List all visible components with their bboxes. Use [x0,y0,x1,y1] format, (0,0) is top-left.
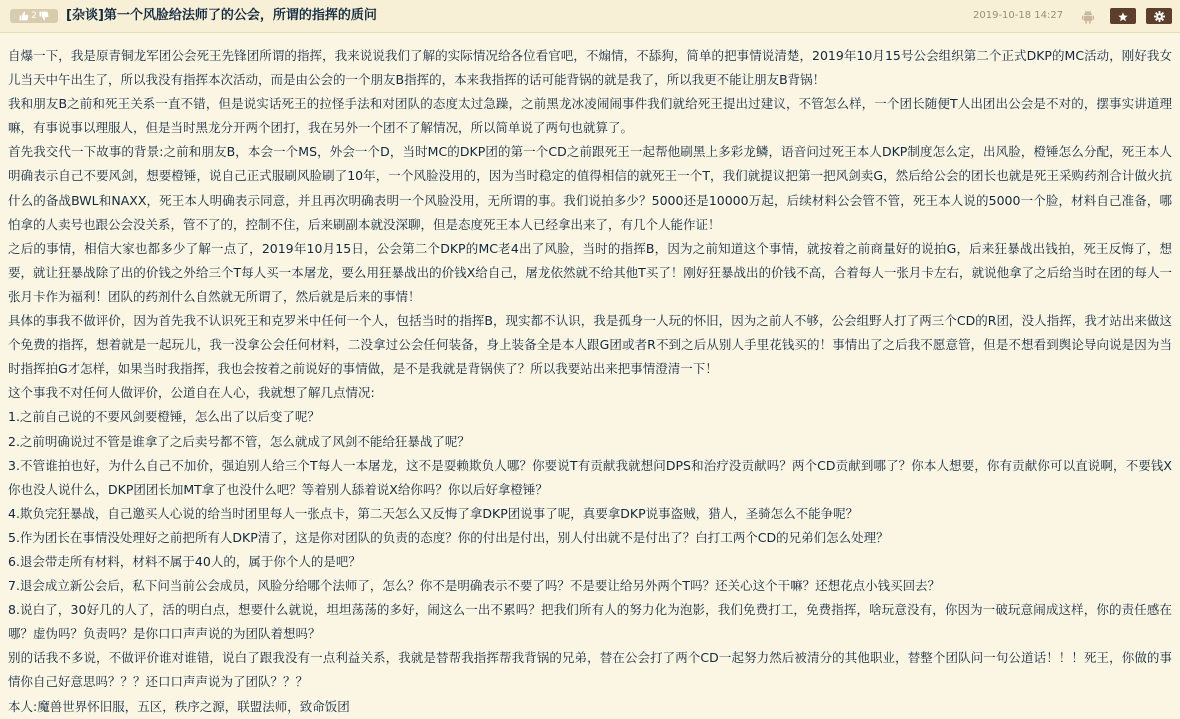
settings-button[interactable] [1146,8,1172,24]
thumbs-down-icon[interactable] [39,11,49,21]
vote-widget[interactable] [10,9,58,23]
gear-icon [1154,7,1165,26]
post-paragraph: 别的话我不多说，不做评价谁对谁错，说白了跟我没有一点利益关系，我就是替帮我指挥帮我背锅的兄弟，替在公会打了两个CD一起努力然后被清分的其他职业，替整个团队问一句公道话！！！死王，你做的事情你自己好意思吗？？？还口口声声说为了团队？？？ [8,650,1172,690]
vote-count: 2 [31,11,37,21]
post-title: [杂谈]第一个风脸给法师了的公会，所谓的指挥的质问 [66,8,377,23]
post-list-item: 6.退会带走所有材料，材料不属于40人的，属于你个人的是吧？ [8,553,361,569]
post-header [0,0,1180,33]
post-paragraph: 我和朋友B之前和死王关系一直不错，但是说实话死王的拉怪手法和对团队的态度太过急躁，之前黑龙冰凌闹闹事件我们就给死王提出过建议，不管怎么样，一个团长随便T人出团出公会是不对的，摆事实讲道理嘛，有事说事以理服人，但是当时黑龙分开两个团打，我在另外一个团不了解情况，所以简单说了两句也就算了。 [8,96,1172,136]
thumbs-up-icon[interactable] [19,11,29,21]
star-icon [1118,7,1128,26]
post-list-item: 5.作为团长在事情没处理好之前把所有人DKP清了，这是你对团队的负责的态度？你的付出是付出，别人付出就不是付出了？白打工两个CD的兄弟们怎么处理？ [8,529,889,545]
post-paragraph: 之后的事情，相信大家也都多少了解一点了，2019年10月15日，公会第二个DKP的MC老4出了风脸，当时的指挥B，因为之前知道这个事情，就按着之前商量好的说拍G，后来狂暴战出钱拍，死王反悔了，想要，就让狂暴战除了出的价钱之外给三个T每人买一本屠龙，要么用狂暴战出的价钱X给自己，屠龙依然就不给其他T买了！刚好狂暴战出的价钱不高，合着每人一张月卡左右，就说他拿了之后给当时在团的每人一张月卡作为福利！团队的药剂什么自然就无所谓了，然后就是后来的事情！ [8,240,1172,304]
post-paragraph: 具体的事我不做评价，因为首先我不认识死王和克罗米中任何一个人，包括当时的指挥B，现实都不认识，我是孤身一人玩的怀旧，因为之前人不够，公会组野人打了两三个CD的R团，没人指挥，我才站出来做这个免费的指挥，想着就是一起玩儿，我一没拿公会任何材料，二没拿过公会任何装备，身上装备全是本人跟G团或者R不到之后从别人手里花钱买的！事情出了之后我不愿意管，但是不想看到舆论导向说是因为当时指挥拍G才怎样，如果当时我指挥，我也会按着之前说好的事情做，是不是我就是背锅侠了？所以我要站出来把事情澄清一下！ [8,313,1172,377]
post-signature: 本人:魔兽世界怀旧服，五区，秩序之源，联盟法师，致命饭团 [8,698,350,714]
post-body [0,44,1180,719]
android-icon [1082,9,1094,23]
post-list-item: 7.退会成立新公会后，私下问当前公会成员，风脸分给哪个法师了，怎么？你不是明确表示不要了吗？不是要让给另外两个T吗？还关心这个干嘛？还想花点小钱买回去？ [8,578,941,594]
post-paragraph: 首先我交代一下故事的背景:之前和朋友B，本会一个MS，外会一个D，当时MC的DKP团的第一个CD之前跟死王一起帮他刷黑上多彩龙鳞，语音问过死王本人DKP制度怎么定，出风脸，橙锤怎么分配，死王本人明确表示自己不要风剑，想要橙锤，说自己正式服刷风脸刷了10年，一个风脸没用的，因为当时稳定的值得相信的就死王一个T，我们就提议把第一把风剑卖G，然后给公会的团长也就是死王采购药剂合计做火抗什么的备战BWL和NAXX，死王本人明确表示同意，并且再次明确表明一个风脸没用，无所谓的事。我们说拍多少？5000还是10000万起，后续材料公会管不管，死王本人说的5000一个脸，材料自己准备，哪怕拿的人卖号也跟公会没关系，管不了的，控制不住，后来刷副本就没深聊，但是态度死王本人已经拿出来了，有几个人能作证！ [8,144,1172,232]
post-list-item: 1.之前自己说的不要风剑要橙锤，怎么出了以后变了呢？ [8,409,320,425]
post-paragraph: 自爆一下，我是原青铜龙军团公会死王先锋团所谓的指挥，我来说说我们了解的实际情况给各位看官吧，不煽情，不舔狗，简单的把事情说清楚，2019年10月15号公会组织第二个正式DKP的MC活动，刚好我女儿当天中午出生了，所以我没有指挥本次活动，而是由公会的一个朋友B指挥的，本来我指挥的话可能背锅的就是我了，所以我更不能让朋友B背锅！ [8,48,1172,88]
favorite-button[interactable] [1110,8,1136,24]
post-list-item: 2.之前明确说过不管是谁拿了之后卖号都不管，怎么就成了风剑不能给狂暴战了呢？ [8,433,470,449]
post-paragraph: 这个事我不对任何人做评价，公道自在人心，我就想了解几点情况: [8,385,375,401]
post-list-item: 4.欺负完狂暴战，自己邀买人心说的给当时团里每人一张点卡，第二天怎么又反悔了拿DKP团说事了呢，真要拿DKP说事盗贼，猎人，圣骑怎么不能争呢？ [8,505,859,521]
post-timestamp: 2019-10-18 14:27 [973,10,1064,21]
post-list-item: 3.不管谁拍也好，为什么自己不加价，强迫别人给三个T每人一本屠龙，这不是耍赖欺负人哪？你要说T有贡献我就想问DPS和治疗没贡献吗？两个CD贡献到哪了？你本人想要，你有贡献你可以直说啊，不要钱X你也没人说什么，DKP团团长加MT拿了也没什么吧？等着别人舔着说X给你吗？你以后好拿橙锤？ [8,457,1172,497]
post-list-item: 8.说白了，30好几的人了，活的明白点，想要什么就说，坦坦荡荡的多好，闹这么一出不累吗？把我们所有人的努力化为泡影，我们免费打工，免费指挥，啥玩意没有，你因为一破玩意闹成这样，你的责任感在哪？虚伪吗？负责吗？是你口口声声说的为团队着想吗？ [8,602,1172,642]
